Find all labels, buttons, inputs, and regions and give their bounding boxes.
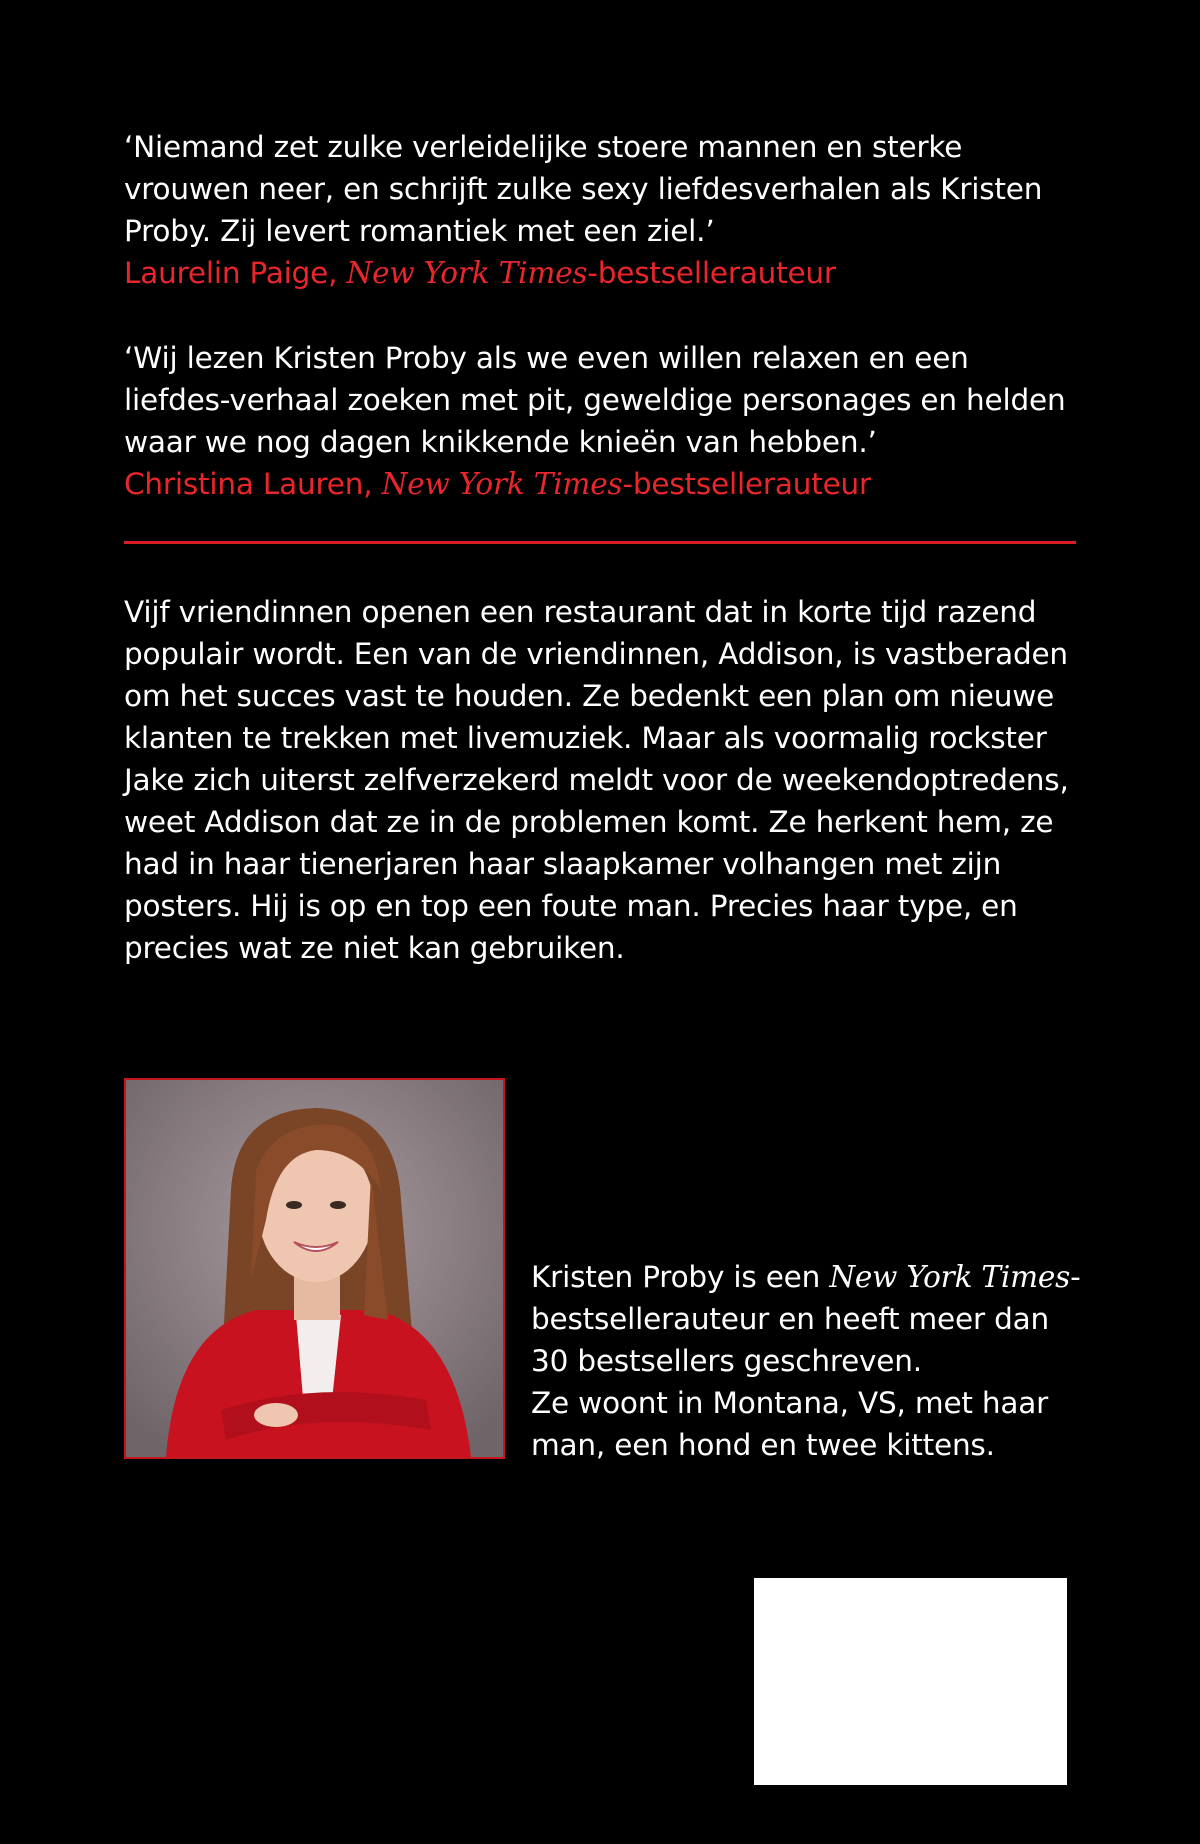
bio-line-2: Ze woont in Montana, VS, met haar man, een hond en twee kittens. [531,1386,1049,1462]
quote-1-suffix: -bestsellerauteur [587,256,836,290]
quote-1-publication: New York Times [346,256,588,290]
divider [124,541,1076,544]
barcode-area [754,1578,1067,1785]
bio-publication: New York Times [829,1260,1071,1294]
author-portrait-image [126,1080,503,1457]
book-blurb: Vijf vriendinnen openen een restaurant dat in korte tijd razend populair wordt. Een van de vriendinnen, Addison, is vastberaden om het succes vast te houden. Ze bedenkt een plan om nieuwe klanten te trekken met livemuziek. Maar als voormalig rockster Jake zich uiterst zelfverzekerd meldt voor de weekendoptredens, weet Addison dat ze in de problemen komt. Ze herkent hem, ze had in haar tienerjaren haar slaapkamer volhangen met zijn posters. Hij is op en top een foute man. Precies haar type, en precies wat ze niet kan gebruiken. [124,595,1069,965]
quote-2-attribution [124,463,1084,505]
quote-1 [124,126,1084,294]
quote-2-author: Christina Lauren, [124,467,382,501]
quote-2 [124,337,1084,505]
quote-1-author: Laurelin Paige, [124,256,347,290]
quote-1-attribution [124,252,1084,294]
quote-2-publication: New York Times [381,467,623,501]
quote-2-suffix: -bestsellerauteur [622,467,871,501]
bio-rest: -bestsellerauteur en heeft meer dan 30 bestsellers geschreven. [531,1260,1081,1378]
author-bio [531,1256,1091,1466]
bio-prefix: Kristen Proby is een [531,1260,830,1294]
quote-2-text: ‘Wij lezen Kristen Proby als we even willen relaxen en een liefdes-verhaal zoeken met pit, geweldige personages en helden waar we nog dagen knikkende knieën van hebben.’ [124,341,1066,459]
quote-1-text: ‘Niemand zet zulke verleidelijke stoere mannen en sterke vrouwen neer, en schrijft zulke sexy liefdesverhalen als Kristen Proby. Zij levert romantiek met een ziel.’ [124,130,1043,248]
author-photo [124,1078,505,1459]
